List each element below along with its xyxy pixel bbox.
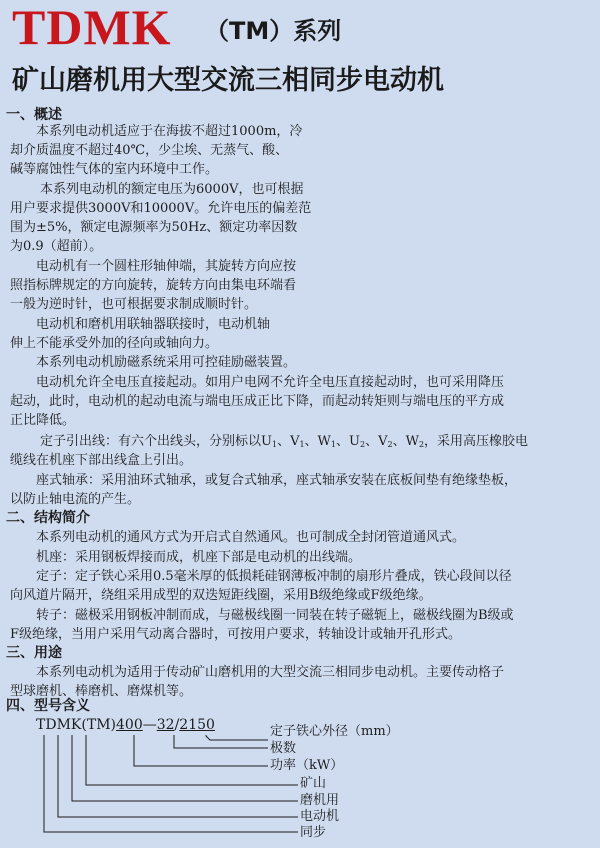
legend-motor: 电动机: [300, 809, 340, 824]
overview-p2-line4: 为0.9（超前）。: [10, 239, 103, 254]
overview-p2-line1: 本系列电动机的额定电压为6000V，也可根据: [40, 182, 304, 197]
overview-p6-line2: 起动，此时，电动机的起动电流与端电压成正比下降，而起动转矩则与端电压的平方成: [10, 394, 505, 409]
overview-p4-line1: 电动机和磨机用联轴器联接时，电动机轴: [36, 317, 271, 332]
leader-mill: [72, 735, 298, 801]
overview-p2-line3: 围为±5%，额定电源频率为50Hz、额定功率因数: [10, 220, 298, 235]
structure-p2: 机座：采用钢板焊接而成，机座下部是电动机的出线端。: [36, 550, 362, 565]
overview-p5-line1: 本系列电动机励磁系统采用可控硅励磁装置。: [36, 355, 297, 370]
leader-diameter: [206, 735, 268, 740]
structure-p4-line2: F级绝缘，当用户采用气动离合器时，可按用户要求，转轴设计或轴开孔形式。: [10, 627, 462, 642]
code-tm: (TM): [81, 717, 116, 733]
usage-p1-line1: 本系列电动机为适用于传动矿山磨机用的大型交流三相同步电动机。主要传动格子: [36, 665, 505, 680]
legend-poles: 极数: [270, 741, 297, 756]
legend-power: 功率（kW）: [270, 758, 344, 773]
overview-p4-line2: 伸上不能承受外加的径向或轴向力。: [10, 336, 219, 351]
structure-p4-line1: 转子：磁极采用钢板冲制而成，与磁极线圈一同装在转子磁轭上，磁极线圈为B级或: [36, 608, 514, 623]
section-heading-usage: 三、用途: [6, 645, 62, 661]
usage-p1-line2: 型球磨机、棒磨机、磨煤机等。: [10, 684, 193, 699]
code-letter-d: D: [45, 717, 57, 733]
overview-p1-line1: 本系列电动机适应于在海拔不超过1000m，冷: [36, 124, 303, 139]
legend-mill: 磨机用: [300, 793, 340, 808]
code-slash: /: [174, 717, 180, 733]
section-heading-model: 四、型号含义: [6, 698, 90, 714]
code-poles: 32: [156, 717, 175, 733]
brand-logo-text: TDMK: [12, 0, 172, 55]
overview-p7-line2: 缆线在机座下部出线盒上引出。: [10, 453, 193, 468]
overview-p8-line2: 以防止轴电流的产生。: [10, 492, 141, 507]
overview-p3-line3: 一般为逆时针，也可根据要求制成顺时针。: [10, 297, 258, 312]
overview-p1-line2: 却介质温度不超过40℃，少尘埃、无蒸气、酸、: [10, 143, 289, 158]
legend-mine: 矿山: [300, 776, 327, 791]
structure-p1: 本系列电动机的通风方式为开启式自然通风。也可制成全封闭管道通风式。: [36, 530, 466, 545]
code-letter-k: K: [70, 717, 82, 733]
leader-poles: [174, 735, 268, 748]
overview-p3-line2: 照指标牌规定的方向旋转，旋转方向由集电环端看: [10, 278, 297, 293]
leader-motor: [58, 735, 298, 817]
structure-p3-line2: 向风道片隔开，绕组采用成型的双迭短距线圈，采用B级绝缘或F级绝缘。: [10, 588, 432, 603]
overview-p6-line1: 电动机允许全电压直接起动。如用户电网不允许全电压直接起动时，也可采用降压: [36, 375, 505, 390]
overview-p3-line1: 电动机有一个圆柱形轴伸端，其旋转方向应按: [36, 259, 297, 274]
code-letter-m: M: [56, 717, 71, 733]
overview-p8-line1: 座式轴承：采用油环式轴承，或复合式轴承，座式轴承安装在底板间垫有绝缘垫板，: [36, 473, 518, 488]
section-heading-structure: 二、结构简介: [6, 510, 90, 526]
code-power: 400: [116, 717, 143, 733]
legend-diameter: 定子铁心外径（mm）: [270, 724, 399, 739]
overview-p7-line1: 定子引出线：有六个出线头，分别标以$U_1$、$V_1$、$W_1$、$U_2$、$V_2$、$W_2$，采用高压橡胶电: [40, 434, 529, 449]
code-dash: —: [142, 717, 157, 733]
leader-mine: [86, 735, 298, 785]
code-diameter: 2150: [179, 717, 215, 733]
structure-p3-line1: 定子：定子铁心采用0.5毫米厚的低损耗硅钢薄板冲制的扇形片叠成，铁心段间以径: [36, 569, 512, 584]
overview-p6-line3: 正比降低。: [10, 413, 76, 428]
series-suffix: （TM）系列: [205, 17, 342, 45]
section-heading-overview: 一、概述: [6, 107, 62, 123]
overview-p2-line2: 用户要求提供3000V和10000V。允许电压的偏差范: [10, 201, 312, 216]
overview-p1-line3: 碱等腐蚀性气体的室内环境中工作。: [10, 162, 219, 177]
product-title: 矿山磨机用大型交流三相同步电动机: [12, 65, 444, 96]
code-letter-t: T: [36, 717, 46, 733]
legend-sync: 同步: [300, 825, 327, 840]
